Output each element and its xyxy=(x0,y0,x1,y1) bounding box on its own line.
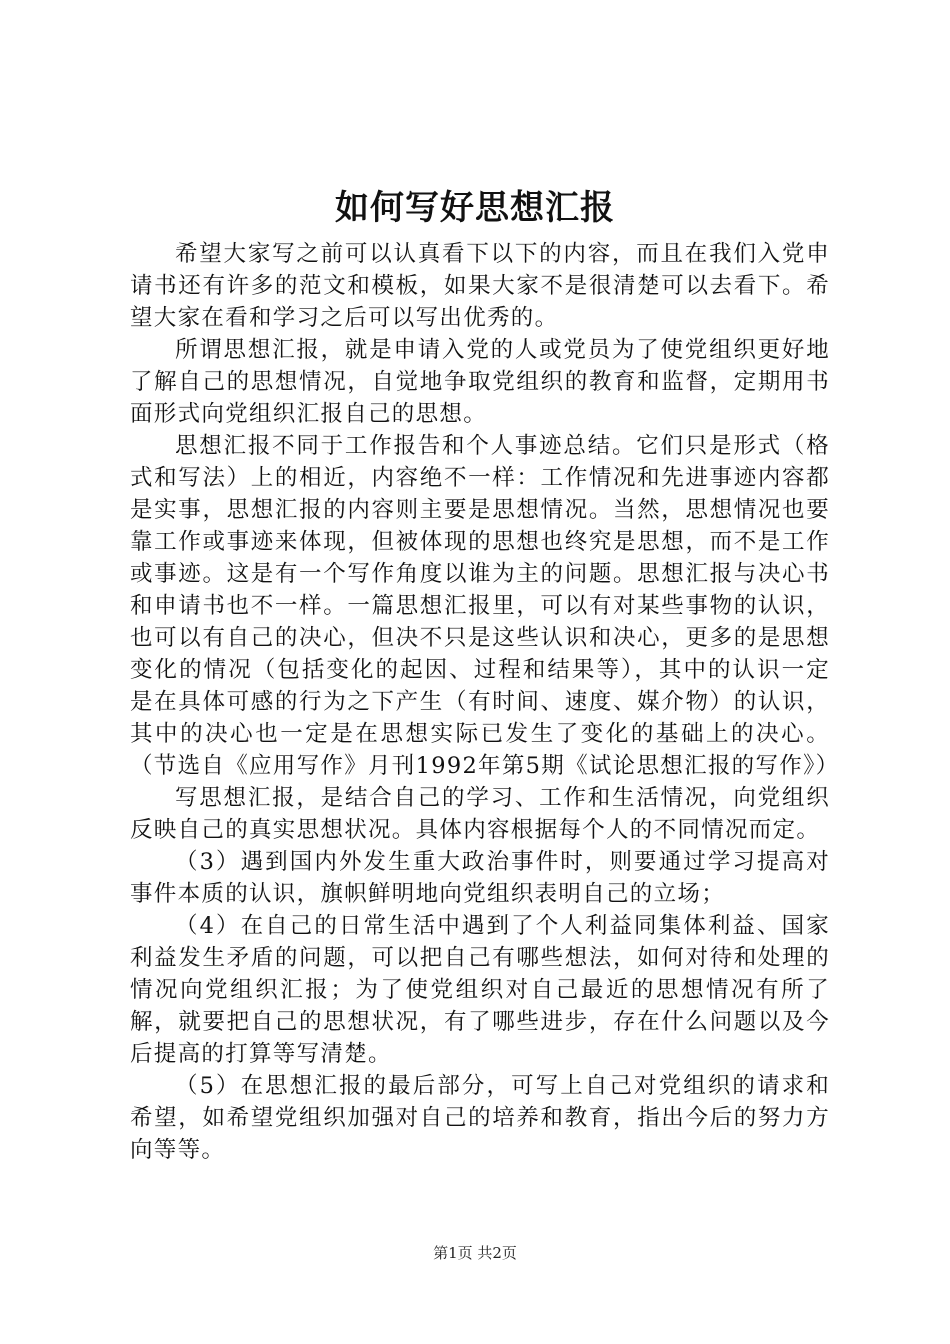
document-title: 如何写好思想汇报 xyxy=(335,188,615,228)
paragraph-item-5: （5）在思想汇报的最后部分，可写上自己对党组织的请求和希望，如希望党组织加强对自己的培养和教育，指出今后的努力方向等等。 xyxy=(130,1073,830,1163)
paragraph-intro: 希望大家写之前可以认真看下以下的内容，而且在我们入党申请书还有许多的范文和模板，如果大家不是很清楚可以去看下。希望大家在看和学习之后可以写出优秀的。 xyxy=(130,241,830,331)
document-body xyxy=(130,238,840,1166)
paragraph-definition: 所谓思想汇报，就是申请入党的人或党员为了使党组织更好地了解自己的思想情况，自觉地争取党组织的教育和监督，定期用书面形式向党组织汇报自己的思想。 xyxy=(130,337,830,427)
paragraph-item-4: （4）在自己的日常生活中遇到了个人利益同集体利益、国家利益发生矛盾的问题，可以把自己有哪些想法，如何对待和处理的情况向党组织汇报；为了使党组织对自己最近的思想情况有所了解，就要把自己的思想状况，有了哪些进步，存在什么问题以及今后提高的打算等写清楚。 xyxy=(130,913,830,1067)
paragraph-item-3: （3）遇到国内外发生重大政治事件时，则要通过学习提高对事件本质的认识，旗帜鲜明地向党组织表明自己的立场； xyxy=(130,849,830,907)
paragraph-comparison: 思想汇报不同于工作报告和个人事迹总结。它们只是形式（格式和写法）上的相近，内容绝不一样：工作情况和先进事迹内容都是实事，思想汇报的内容则主要是思想情况。当然，思想情况也要靠工作或事迹来体现，但被体现的思想也终究是思想，而不是工作或事迹。这是有一个写作角度以谁为主的问题。思想汇报与决心书和申请书也不一样。一篇思想汇报里，可以有对某些事物的认识，也可以有自己的决心，但决不只是这些认识和决心，更多的是思想变化的情况（包括变化的起因、过程和结果等），其中的认识一定是在具体可感的行为之下产生（有时间、速度、媒介物）的认识，其中的决心也一定是在思想实际已发生了变化的基础上的决心。（节选自《应用写作》月刊1992年第5期《试论思想汇报的写作》） xyxy=(130,433,840,779)
paragraph-content: 写思想汇报，是结合自己的学习、工作和生活情况，向党组织反映自己的真实思想状况。具体内容根据每个人的不同情况而定。 xyxy=(130,785,830,843)
page-number-footer: 第1页 共2页 xyxy=(433,1244,517,1262)
